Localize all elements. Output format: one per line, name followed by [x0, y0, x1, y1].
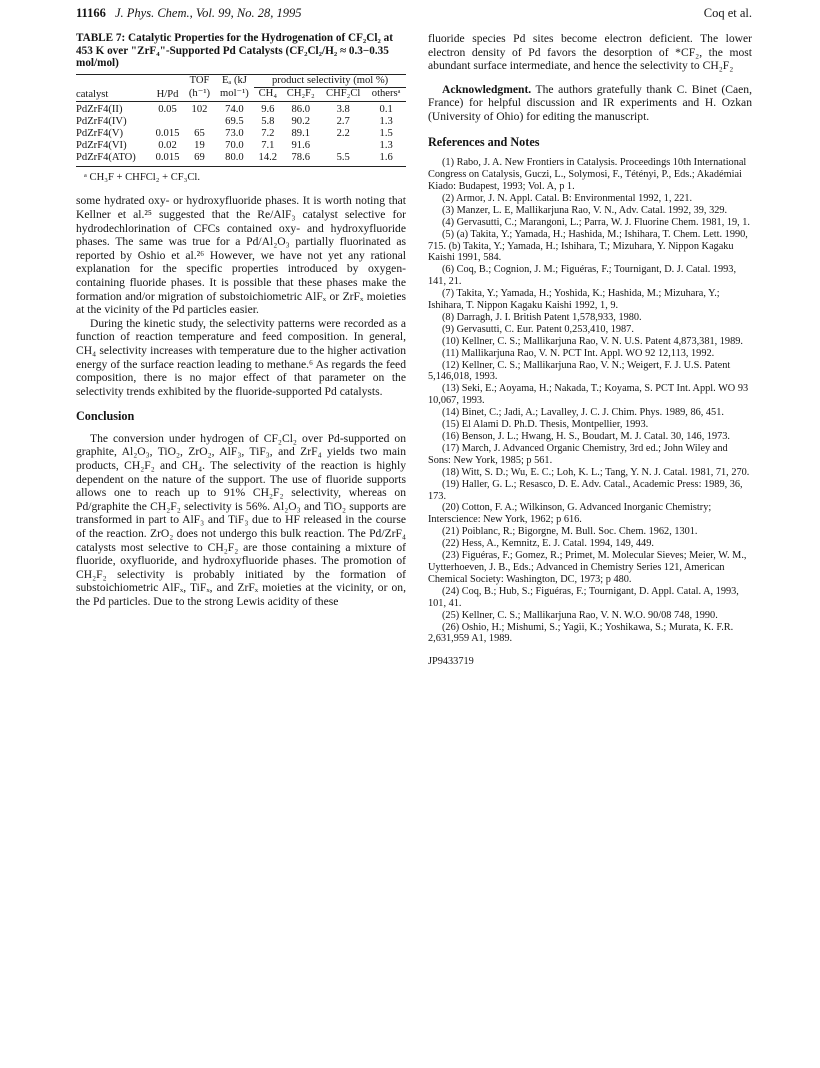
table-cell: PdZrF4(IV): [76, 115, 127, 127]
reference-item: (25) Kellner, C. S.; Mallikarjuna Rao, V. N. W.O. 90/08 748, 1990.: [442, 609, 718, 621]
reference-item: (24) Coq, B.; Hub, S.; Figuéras, F.; Tournigant, D. Appl. Catal. A, 1993, 101, 41.: [428, 585, 739, 609]
table-cell: 5.5: [336, 151, 350, 163]
reference-item: (2) Armor, J. N. Appl. Catal. B: Environmental 1992, 1, 221.: [442, 192, 693, 204]
acknowledgment-label: Acknowledgment.: [442, 82, 532, 96]
table-cell: 86.0: [291, 103, 311, 115]
reference-item: (8) Darragh, J. I. British Patent 1,578,933, 1980.: [442, 311, 642, 323]
reference-item: (16) Benson, J. L.; Hwang, H. S., Boudart, M. J. Catal. 30, 146, 1973.: [442, 431, 731, 442]
table-row: [76, 101, 406, 116]
reference-item: (22) Hess, A., Kemnitz, E. J. Catal. 1994, 149, 449.: [442, 538, 654, 550]
conclusion-paragraph: The conversion under hydrogen of CF₂Cl₂ over Pd-supported on graphite, Al₂O₃, TiO₂, ZrO₂, AlF₃, TiF₃, and ZrF₄ yields two main products, CH₂F₂ and CH₄. The selectivity of the reaction is highly dependent on the nature of the support. The use of fluoride supports allows one to reach up to 91% CH₂F₂ selectivity, whereas on Pd/graphite the CH₂F₂ selectivity is 56%. Al₂O₃ and TiO₂ supports are transformed in part to AlF₃ and TiF₃ due to HF released in the course of the reaction. ZrO₂ does not undergo this bulk reaction. The Pd/ZrF₄ catalysts most selective to CH₂F₂ are those containing a mixture of fluoride, oxyfluoride, and hydroxyfluoride phases. The promotion of CH₂F₂ selectivity is probably initiated by the formation of substoichiometric AlFₓ, TiFₓ, and ZrFₓ moieties at the vicinity, or on, the Pd particles. Due to the strong Lewis acidity of these: [76, 431, 406, 608]
table-cell: 80.0: [225, 151, 244, 163]
col-tof-unit: (h⁻¹): [184, 87, 214, 101]
table-cell: 89.1: [291, 127, 311, 139]
table-cell: 1.3: [379, 115, 393, 127]
header-authors: Coq et al.: [703, 6, 752, 20]
reference-item: (11) Mallikarjuna Rao, V. N. PCT Int. Appl. WO 92 12,113, 1992.: [442, 347, 715, 359]
table-cell: 7.2: [261, 127, 275, 139]
table-row: [76, 140, 406, 152]
table-cell: [320, 140, 366, 152]
references-list: [428, 157, 752, 645]
reference-item: (26) Oshio, H.; Mishumi, S.; Yagii, K.; Yoshikawa, S.; Murata, K. F.R. 2,631,959 A1, 1989.: [428, 621, 734, 645]
col-ea-top: Eₐ (kJ: [221, 75, 247, 87]
reference-item: (14) Binet, C.; Jadi, A.; Lavalley, J. C. J. Chim. Phys. 1989, 86, 451.: [442, 407, 724, 419]
table-label: TABLE 7:: [76, 32, 126, 44]
page-number: 11166: [76, 6, 106, 20]
table-cell: 1.6: [379, 151, 393, 163]
body-paragraph: some hydrated oxy- or hydroxyfluoride phases. It is worth noting that Kellner et al.²⁵ suggested that the Re/AlF₃ catalyst selective for hydrodechlorination of CFCs contained oxy- and hydroxyfluoride phases. The same was true for a Pd/Al₂O₃ partially fluorinated as reported by Oshio et al.²⁶ However, we have not yet any rational explanation for the specific properties introduced by oxygen-containing fluoride phases. It is possible that these phases make the formation and/or migration of substoichiometric AlFₓ or ZrFₓ moieties at the vicinity of the Pd particles easier.: [76, 194, 406, 317]
left-column: [76, 32, 406, 609]
table-cell: 0.015: [155, 151, 180, 163]
table-cell: 9.6: [261, 103, 275, 115]
reference-item: (12) Kellner, C. S.; Mallikarjuna Rao, V. N.; Weigert, F. J. U.S. Patent 5,146,018, 1993.: [428, 359, 731, 383]
col-product-selectivity: product selectivity (mol %): [254, 74, 406, 87]
table-cell: 5.8: [261, 115, 275, 127]
table-cell: [184, 116, 214, 128]
table-cell: 69: [194, 151, 205, 163]
reference-item: (9) Gervasutti, C. Eur. Patent 0,253,410, 1987.: [442, 323, 634, 335]
col-others: othersᵃ: [366, 87, 406, 101]
table-cell: 2.7: [336, 115, 350, 127]
table-cell: PdZrF4(VI): [76, 139, 127, 151]
table-cell: 2.2: [336, 127, 350, 139]
reference-item: (19) Haller, G. L.; Resasco, D. E. Adv. Catal., Academic Press: 1989, 36, 173.: [428, 478, 743, 502]
references-heading: References and Notes: [428, 134, 540, 149]
table-caption-text: Catalytic Properties for the Hydrogenation of CF₂Cl₂ at 453 K over "ZrF₄"-Supported Pd Catalysts (CF₂Cl₂/H₂ ≈ 0.3−0.35 mol/mol): [76, 32, 393, 70]
reference-item: (18) Witt, S. D.; Wu, E. C.; Loh, K. L.; Tang, Y. N. J. Catal. 1981, 71, 270.: [442, 466, 750, 478]
catalytic-properties-table: [76, 74, 406, 167]
col-ch4: CH₄: [254, 87, 281, 101]
acknowledgment-paragraph: [428, 83, 752, 124]
table-cell: 0.02: [158, 139, 177, 151]
acknowledgment-text: The authors gratefully thank C. Binet (Caen, France) for helpful discussion and IR experiments and H. Ozkan (University of Ohio) for editing the manuscript.: [428, 82, 752, 123]
reference-item: (6) Coq, B.; Cognion, J. M.; Figuéras, F.; Tournigant, D. J. Catal. 1993, 141, 21.: [428, 264, 737, 288]
table-row: [76, 152, 406, 167]
col-hpd: H/Pd: [151, 74, 185, 101]
reference-item: (17) March, J. Advanced Organic Chemistry, 3rd ed.; John Wiley and Sons: New York, 1985; p 561.: [428, 442, 728, 466]
reference-item: (3) Manzer, L. E, Mallikarjuna Rao, V. N., Adv. Catal. 1992, 39, 329.: [442, 204, 728, 216]
table-cell: 74.0: [225, 103, 244, 115]
reference-item: (23) Figuéras, F.; Gomez, R.; Primet, M. Molecular Sieves; Meier, W. M., Uytterhoeven, J. B., Eds.; Advanced in Chemistry Series 121, American Chemical Society: Washington, DC, 1973; p 480.: [428, 550, 747, 585]
table-cell: 0.1: [379, 103, 393, 115]
manuscript-code: JP9433719: [428, 656, 474, 668]
table-cell: 0.05: [158, 103, 177, 115]
table-cell: 90.2: [291, 115, 311, 127]
body-paragraph: During the kinetic study, the selectivity patterns were recorded as a function of reaction temperature and feed composition. In general, CH₄ selectivity increases with temperature due to the higher activation energy of the surface reaction leading to methane.⁶ As regards the feed composition, there is no major effect of that parameter on the selectivity trends exhibited by the fluoride-supported Pd catalysts.: [76, 316, 406, 398]
table-footnote: ᵃ CH₃F + CHFCl₂ + CF₃Cl.: [84, 171, 201, 183]
table-cell: 1.5: [379, 127, 393, 139]
conclusion-heading: Conclusion: [76, 409, 135, 424]
table-cell: 0.015: [155, 127, 180, 139]
table-cell: 7.1: [261, 139, 275, 151]
table-cell: 3.8: [336, 103, 350, 115]
running-header: [76, 6, 752, 26]
col-ch2f2: CH₂F₂: [281, 87, 320, 101]
col-chf2cl: CHF₂Cl: [320, 87, 366, 101]
table-row: [76, 116, 406, 128]
col-tof-top: TOF: [189, 75, 210, 87]
col-catalyst: catalyst: [76, 74, 151, 101]
col-ea-unit: mol⁻¹): [215, 87, 255, 101]
table-cell: PdZrF4(II): [76, 103, 123, 115]
reference-item: (13) Seki, E.; Aoyama, H.; Nakada, T.; Koyama, S. PCT Int. Appl. WO 93 10,067, 1993.: [428, 383, 749, 407]
reference-item: (15) El Alami D. Ph.D. Thesis, Montpellier, 1993.: [442, 419, 649, 431]
journal-citation: J. Phys. Chem., Vol. 99, No. 28, 1995: [115, 6, 302, 20]
reference-item: (7) Takita, Y.; Yamada, H.; Yoshida, K.; Hashida, M.; Mizuhara, Y.; Ishihara, T. Nippon Kagaku Kaishi 1992, 1, 9.: [428, 288, 720, 312]
table-cell: 1.3: [379, 139, 393, 151]
table-cell: PdZrF4(ATO): [76, 151, 136, 163]
table-cell: [151, 116, 185, 128]
table-header-row-top: [76, 74, 406, 87]
table-row: [76, 128, 406, 140]
reference-item: (5) (a) Takita, Y.; Yamada, H.; Hashida, M.; Ishihara, T. Chem. Lett. 1990, 715. (b) Takita, Y.; Yamada, H.; Ishihara, T.; Mizuhara, Y. Nippon Kagaku Kaishi 1991, 584.: [428, 228, 748, 264]
table-cell: 91.6: [291, 139, 311, 151]
table-cell: 78.6: [291, 151, 311, 163]
table-cell: 65: [194, 127, 205, 139]
table-cell: 69.5: [225, 115, 244, 127]
header-left: [76, 6, 301, 21]
table-cell: 73.0: [225, 127, 244, 139]
table-cell: 102: [191, 103, 208, 115]
table-cell: 19: [194, 139, 205, 151]
reference-item: (4) Gervasutti, C.; Marangoni, L.; Parra, W. J. Fluorine Chem. 1981, 19, 1.: [442, 216, 751, 228]
reference-item: (1) Rabo, J. A. New Frontiers in Catalysis. Proceedings 10th International Congress on Catalysis, Guczi, L., Solymosi, F., Tétényi, P., Eds.; Akadémiai Kiado: Budapest, 1993; Vol. A, p 1.: [428, 157, 747, 192]
table-cell: PdZrF4(V): [76, 127, 124, 139]
continuation-paragraph: fluoride species Pd sites become electron deficient. The lower electron density of Pd favors the desorption of *CF₂, the most abundant surface intermediate, and hence the selectivity to CH₂F₂: [428, 32, 752, 73]
reference-item: (20) Cotton, F. A.; Wilkinson, G. Advanced Inorganic Chemistry; Interscience: New York, 1962; p 616.: [428, 502, 712, 526]
right-column: [428, 32, 752, 669]
reference-item: (21) Poiblanc, R.; Bigorgne, M. Bull. Soc. Chem. 1962, 1301.: [442, 526, 698, 538]
reference-item: (10) Kellner, C. S.; Mallikarjuna Rao, V. N. U.S. Patent 4,873,381, 1989.: [442, 335, 743, 347]
table-cell: 70.0: [225, 139, 244, 151]
table-cell: 14.2: [258, 151, 278, 163]
table-caption: [76, 32, 406, 70]
